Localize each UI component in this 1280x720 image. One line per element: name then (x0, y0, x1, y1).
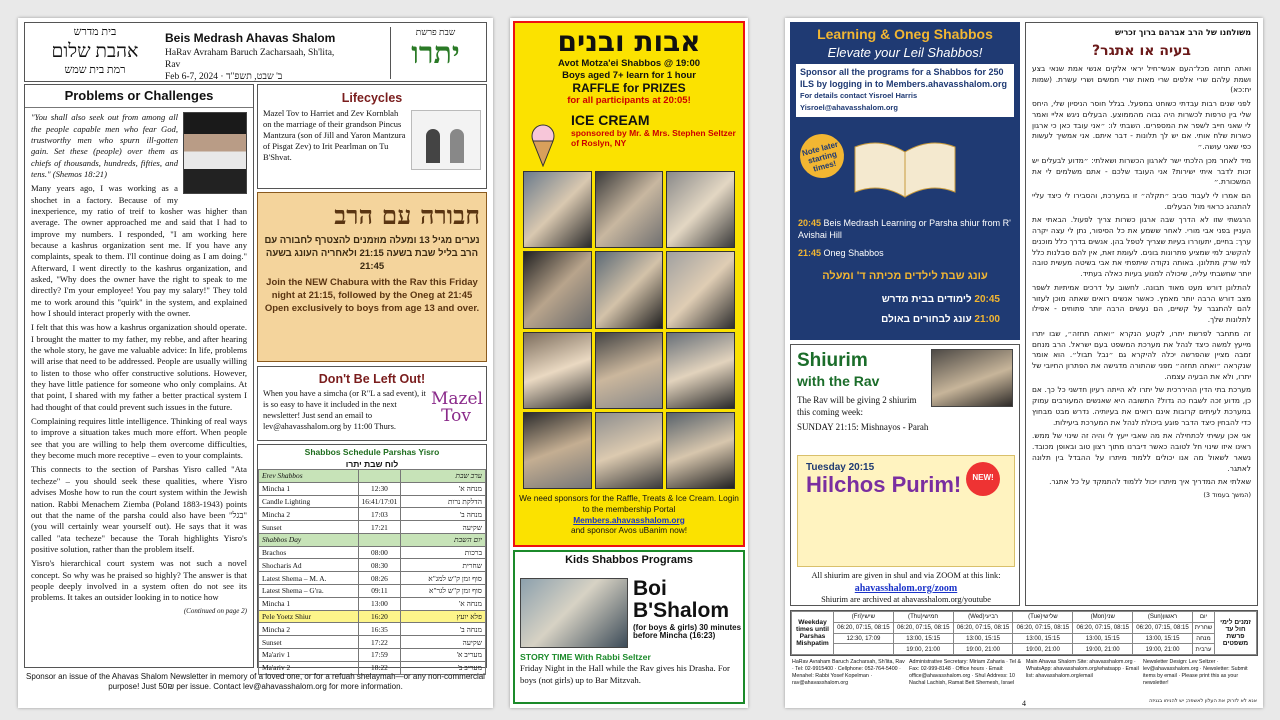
chabura-english-text: Join the NEW Chabura with the Rav this Friday night at 21:15, followed by the Oneg at 21:45 Open exclusively to boys from age 13 and over. (264, 277, 480, 315)
ice-cream-icon (525, 123, 561, 167)
zmanim-cell: 19:00, 21:00 (893, 644, 953, 655)
hebrew-paragraph: זה מתחבר לפרשת יתרו, לקטע הנקרא ״ואתה תחזה״, שבו יתרו מייעץ למשה כיצד לנהל את מערכת המשפט בעם ישראל. הרב מנחם זמבה מציין שהפרשה יכלה להיקרא גם ״נבל תבול״. הוא אומר שנקראה ״ואתה תחזה״ מפני שהתורה מדגישה את הפתרון החיובי של יתרו, ולא את הבעיה עצמה. (1032, 328, 1251, 381)
tuesday-time: Tuesday 20:15 (806, 462, 875, 473)
zmanim-cell: 19:00, 21:00 (1013, 644, 1073, 655)
article-paragraph: Yisro's hierarchical court system was not such a novel concept. So why was he praised so highly? The answer is that people deeply involved in a system often do not see its problems. It takes an outsider looking in to notice how (31, 558, 247, 603)
bshalom-text: B'Shalom (633, 599, 730, 623)
chabura-title: חבורה עם הרב (334, 201, 480, 230)
schedule-row (259, 610, 486, 623)
schedule-time: 18:22 (358, 661, 401, 674)
schedule-event-hebrew: מעריב ב' (401, 661, 486, 674)
schedule-time: 12:30 (358, 482, 401, 495)
hebrew-paragraph: מיד לאחר מכן הלכתי ישר לארגון הכשרות ושאלתי: ״מדוע לבעלים יש זכות לדבר איתי ישירות? אני העובד שלכם - אתם משלמים לי את המשכורת.״ (1032, 155, 1251, 187)
schedule-event-hebrew: פלא יועץ (401, 610, 486, 623)
schedule-time: 17:22 (358, 636, 401, 649)
learning-time-1 (798, 218, 1020, 241)
hebrew-paragraph: הרגשתי שזו לא הדרך שבה ארגון כשרות צריך לפעול. הבאתי את העניין בפני אבי מורי. לאחר ששמע את כל הסיפור, נתן לי עצה יקרה ערך: בחיים, יתעוררו בעיות שצריך לטפל בהן. אנשים בדרך כלל מוכנים להקשיב למי שמציע פתרונות בונים. לעומת זאת, אין להם סבלנות כלל למי שרק מתלונן. באותה נקודה שיתפתי את אבי בשיטה מעשית טובה יותר שחשבתי עליה, שיכולה למנוע בעיות כאלה בעתיד. (1032, 215, 1251, 279)
time-2: 21:45 (798, 248, 822, 258)
parsha-name: יתרו (411, 37, 460, 70)
schedule-event-hebrew: שחרית (401, 559, 486, 572)
event-photo (595, 251, 664, 328)
raffle-heading: RAFFLE for PRIZES (572, 80, 686, 95)
learning-sponsor-box (796, 64, 1014, 117)
schedule-event: Mincha 2 (259, 508, 359, 521)
zmanim-day: (Tue)שלישי (1013, 612, 1073, 623)
contact-footer (790, 659, 1258, 695)
event-photo (523, 332, 592, 409)
shiurim-box (790, 344, 1020, 606)
zmanim-day: (Wed)רביעי (953, 612, 1013, 623)
hebrew-paragraph: הם אמרו לי לעבוד סביב ״תקלה״ זו במערכת, והסבירו לי כיצד עליי להתנהג כראוי מול הבעלים. (1032, 190, 1251, 211)
schedule-time: 16:35 (358, 623, 401, 636)
photo-grid (523, 171, 735, 489)
sponsor-text: We need sponsors for the Raffle, Treats & Ice Cream. Login to the membership Portal (519, 493, 739, 514)
open-book-icon (850, 132, 960, 202)
geniza-notice: אנא לא לזרוק את העלון לאשפה; יש להניחו בגניזה (1149, 698, 1257, 704)
hebrew-paragraph: מערכת בתי הדין ההיררכית של יתרו לא הייתה רעיון חדשני כל כך. אם כן, מדוע זכה לשבח כה גדול? התשובה היא שאנשים המעורבים עמוק במערכת לעיתים קרובות אינם רואים את בעיותיה. נדרש מבט מבחוץ כדי להבחין כיצד הדבר פוגע ביכולת לנהל את המערכת ביעילות. (1032, 385, 1251, 427)
schedule-time: 09:11 (358, 585, 401, 598)
schedule-event: Brachos (259, 546, 359, 559)
zmanim-cell (834, 644, 894, 655)
hebrew-paragraph: אני אכן עשיתי לכתחילה את מה שאבי ייעץ לי והיה זה שינוי של ממש. ראינו איזו שינוי חל לטובה כאשר דיברנו מתוך רצון טוב ובאופן מכובד. נשאר לשאול מה אנו יכולים ללמוד מיתרו על ההבדל בין תלונה לאתגר. (1032, 431, 1251, 473)
zmanim-cell: 13:00, 15:15 (893, 633, 953, 644)
schedule-event-hebrew: שקיעה (401, 636, 486, 649)
zmanim-cell: 13:00, 15:15 (1013, 633, 1073, 644)
hebrew-time-1-value: 20:45 (974, 294, 1000, 305)
shiurim-text: The Rav will be giving 2 shiurim this coming week: (797, 394, 917, 417)
time-2-text: Oneg Shabbos (823, 248, 884, 258)
hilchos-purim-title: Hilchos Purim! (806, 472, 962, 497)
event-photo (523, 412, 592, 489)
schedule-event: Latest Shema – M. A. (259, 572, 359, 585)
zmanim-row (792, 644, 1257, 655)
masthead-logo (35, 26, 155, 77)
sunday-shiur: SUNDAY 21:15: Mishnayos - Parah (797, 422, 929, 433)
schedule-time: 17:03 (358, 508, 401, 521)
right-column (257, 84, 487, 673)
zmanim-cell: 13:00, 15:15 (1133, 633, 1193, 644)
hebrew-paragraph: להתלונן דורש מעט מאוד תבונה. לחשוב על דרכים אמיתיות לשפר מצב דורש הרבה יותר מאמץ. כאשר אנשים רואים שאתה מוכן לעזור להם להתגבר על קשיים, הם נעשים הרבה יותר פתוחים - אפילו לתלונות שלך. (1032, 282, 1251, 325)
zmanim-cell: 06:20, 07:15, 08:15 (834, 622, 894, 633)
schedule-row (259, 495, 486, 508)
schedule-row (259, 597, 486, 610)
schedule-row (259, 623, 486, 636)
rav-portrait-image (183, 112, 247, 194)
avos-ubanim-flyer (513, 21, 745, 547)
schedule-event: Candle Lighting (259, 495, 359, 508)
schedule-event-hebrew: מעריב א' (401, 648, 486, 661)
later-times-badge: Note later starting times! (795, 129, 849, 183)
ice-cream-sponsor: sponsored by Mr. & Mrs. Stephen Seltzer of Roslyn, NY (571, 127, 736, 148)
page-number: 4 (1022, 699, 1026, 708)
schedule-time: 16:41/17:01 (358, 495, 401, 508)
dont-be-left-out-title: Don't Be Left Out! (318, 372, 426, 386)
avos-title: אבות ובנים (557, 25, 701, 58)
schedule-event-hebrew: הדלקת נרות (401, 495, 486, 508)
zmanim-table (791, 611, 1257, 655)
event-photo (595, 412, 664, 489)
avos-time-line: Avot Motza'ei Shabbos @ 19:00 (557, 57, 701, 69)
schedule-event-hebrew: ברכות (401, 546, 486, 559)
event-photo (595, 332, 664, 409)
schedule-title: Shabbos Schedule Parshas Yisro (304, 447, 440, 457)
schedule-event: Pele Yoetz Shiur (259, 610, 359, 623)
schedule-event: Ma'ariv 2 (259, 661, 359, 674)
kids-programs-title: Kids Shabbos Programs (565, 554, 693, 566)
zmanim-header-row (792, 612, 1257, 623)
schedule-event: Sunset (259, 636, 359, 649)
logo-city-text: רמת בית שמש (64, 63, 126, 76)
zmanim-cell: 06:20, 07:15, 08:15 (893, 622, 953, 633)
schedule-section-header: Erev Shabbos ערב שבת (259, 470, 486, 483)
avos-age-line: Boys aged 7+ learn for 1 hour (562, 69, 696, 81)
zmanim-day: (Sun)ראשון (1133, 612, 1193, 623)
schedule-time: 17:59 (358, 648, 401, 661)
hebrew-time-2 (881, 314, 1000, 325)
couple-illustration (411, 110, 481, 170)
schedule-time: 16:20 (358, 610, 401, 623)
zmanim-cell: שחרית (1192, 622, 1214, 633)
newsletter-page-2 (510, 18, 748, 708)
parsha-label: שבת פרשת (415, 27, 456, 37)
schedule-time: 08:00 (358, 546, 401, 559)
zmanim-cell: 06:20, 07:15, 08:15 (953, 622, 1013, 633)
hebrew-paragraph: לפני שנים רבות עבדתי כשוחט במפעל. בגלל חוסר הניסיון שלי, היחס שלי בין טרפות לכשרות היה גבוה מהממוצע. הבעלים ניגש אליי ואמר לי שאני חייב לשפר את המספרים. השבתי לו: ״אני עובד כאן כי ארגון כשרות שלח אותי. אם יש לך תלונות - דבר איתם. אני אמשיך לעשות כפי שאני עושה.״ (1032, 99, 1251, 152)
article-paragraph: I felt that this was how a kashrus organization should operate. I brought the matter to my father, my rebbe, and after hearing the whole story, he gave me valuable advice: In life, problems will arise that need to be addressed. People are usually willing to listen to those who offer constructive solutions. However, they have little patience for someone who only complains. At that point, I shared with my father a better practical system I had thought of that could prevent such issues in the future. (31, 322, 247, 412)
zmanim-cell: ערבית (1192, 644, 1214, 655)
dont-be-left-out-text: When you have a simcha (or R"L a sad event), it is so easy to have it included in the next newsletter! Just send an email to lev@ahavasshalom.org by 11:00 Thurs. (263, 389, 426, 432)
schedule-event: Latest Shema – G'ra. (259, 585, 359, 598)
zmanim-label: Weekday times until Parshas Mishpatim (792, 612, 834, 655)
zmanim-row (792, 633, 1257, 644)
hebrew-article-title: בעיה או אתגר? (1092, 42, 1191, 59)
chabura-hebrew-text: נערים מגיל 13 ומעלה מוזמנים להצטרף לחבורה עם הרב בליל שבת בשעה 21:15 ולאחריה העונג בשעה 21:45 (264, 235, 480, 272)
newsletter-page-1 (18, 18, 493, 708)
event-photo (595, 171, 664, 248)
zmanim-day: יום (1192, 612, 1214, 623)
schedule-event-hebrew: מנחה א' (401, 597, 486, 610)
boi-bshalom-heading (633, 578, 743, 641)
schedule-section-header: Shabbos Day יום השבת (259, 533, 486, 546)
article-paragraph: Many years ago, I was working as a shochet in a factory. Because of my inexperience, my ratio of treif to kosher was higher than average. The owner approached me and said that I had to improve my numbers. I responded, "I am working here because a kashrus organization sent me. If you have any complaints, speak to them. I'll continue doing as I am doing." Afterward, I went directly to the kashrus organization, and asked, "Why does the owner have the right to speak to me directly? I'm your employee! You pay my salary!" They told me to work around this "quirk" in the system, and explained how I should interact properly with the owner. (31, 183, 247, 318)
schedule-event: Mincha 2 (259, 623, 359, 636)
schedule-event: Mincha 1 (259, 482, 359, 495)
zmanim-cell: 13:00, 15:15 (1073, 633, 1133, 644)
schedule-row (259, 572, 486, 585)
zmanim-day: (Mon)שני (1073, 612, 1133, 623)
learning-contact: For details contact Yisroel Harris Yisroel@ahavasshalom.org (800, 91, 918, 113)
zmanim-cell: 06:20, 07:15, 08:15 (1013, 622, 1073, 633)
zmanim-cell: 19:00, 21:00 (1073, 644, 1133, 655)
oneg-hebrew-heading: עונג שבת לילדים מכיתה ד' ומעלה (822, 270, 988, 282)
problems-article (24, 84, 254, 668)
zmanim-cell: 19:00, 21:00 (953, 644, 1013, 655)
boi-bshalom-subtitle: (for boys & girls) 30 minutes before Mincha (16:23) (633, 623, 742, 641)
newsletter-page-3 (785, 18, 1263, 708)
event-photo (523, 251, 592, 328)
schedule-table (258, 469, 486, 675)
zmanim-cell: 12:30, 17:09 (834, 633, 894, 644)
sponsor-footer: Sponsor an issue of the Ahavas Shalom Newsletter in memory of a loved one, or for a refuah shelaymah—or any non-commercial purpose! Just 50₪ per issue. Contact lev@ahavasshalom.org for more information. (26, 672, 485, 692)
event-photo (666, 171, 735, 248)
lifecycles-title: Lifecycles (341, 91, 403, 105)
shul-name: Beis Medrash Ahavas Shalom (165, 31, 336, 45)
event-photo (523, 171, 592, 248)
zmanim-cell: מנחה (1192, 633, 1214, 644)
schedule-time: 08:30 (358, 559, 401, 572)
boi-text: Boi (633, 577, 667, 600)
issue-date: Feb 6-7, 2024 · ב' שבט, תשפ"ד (165, 72, 283, 83)
schedule-event-hebrew: סוף זמן ק"ש למג"א (401, 572, 486, 585)
schedule-event-hebrew: שקיעה (401, 521, 486, 534)
hebrew-time-2-value: 21:00 (974, 314, 1000, 325)
archive-text: Shiurim are archived at ahavasshalom.org/youtube (821, 594, 991, 604)
story-time-label: STORY TIME (520, 652, 573, 662)
story-time-text: Friday Night in the Hall while the Rav gives his Drasha. For boys (not girls) up to Bar Mitzvah. (520, 663, 730, 685)
contact-column: Newsletter Design: Lev Seltzer · lev@ahavasshalom.org · Newsletter: Submit items by email · Please print this as your newsletter! (1143, 659, 1248, 686)
event-photo (666, 412, 735, 489)
hebrew-article (1025, 22, 1258, 606)
schedule-row (259, 559, 486, 572)
learning-subtitle: Elevate your Leil Shabbos! (827, 45, 983, 60)
zmanim-row (792, 622, 1257, 633)
schedule-row (259, 648, 486, 661)
new-badge: NEW! (966, 462, 1000, 496)
kids-programs-box (513, 550, 745, 704)
hilchos-purim-banner (797, 455, 1015, 567)
ice-cream-heading: ICE CREAM (571, 111, 650, 128)
schedule-event: Shocharis Ad (259, 559, 359, 572)
schedule-time: 08:26 (358, 572, 401, 585)
story-time (520, 652, 742, 686)
masthead (24, 22, 487, 82)
parsha-box (390, 27, 480, 79)
schedule-event-hebrew: סוף זמן ק"ש לגר"א (401, 585, 486, 598)
logo-name-text: אהבת שלום (51, 40, 139, 62)
hebrew-paragraph: שאלתי את המדריך איך מיתרו יכול ללמוד להתמקד על כל אתגר. (1049, 477, 1251, 487)
learning-title: Learning & Oneg Shabbos (817, 26, 993, 42)
event-photo (666, 251, 735, 328)
schedule-event: Sunset (259, 521, 359, 534)
schedule-event-hebrew: מנחה ב' (401, 508, 486, 521)
zmanim-cell: 13:00, 15:15 (953, 633, 1013, 644)
article-quote: "You shall also seek out from among all the people capable men who fear God, trustworthy men who spurn ill-gotten gain. Set these (people) over them as chiefs of thousands, hundreds, fifties, and tens." (Shemos 18:21) (31, 112, 178, 179)
masthead-info (165, 31, 345, 84)
article-paragraph: Complaining requires little intelligence. Thinking of real ways to improve a situation takes much more effort. When people see that you are willing to help them overcome difficulties, they become much more receptive – even to your complaints. (31, 416, 247, 461)
shiurim-footer-text: All shiurim are given in shul and via ZOOM at this link: (811, 571, 1001, 580)
shiurim-title-1: Shiurim (797, 350, 868, 371)
rav-teaching-photo (931, 349, 1013, 407)
time-1-text: Beis Medrash Learning or Parsha shiur from R' Avishai Hill (798, 218, 1011, 240)
members-portal-link[interactable]: Members.ahavasshalom.org (573, 514, 685, 525)
contact-column: Main Ahavas Shalom Site: ahavasshalom.org · WhatsApp: ahavasshalom.org/whatsapp · Email list: ahavasshalom.org/email (1026, 659, 1139, 679)
schedule-event-hebrew: מנחה א' (401, 482, 486, 495)
shiurim-footer (795, 571, 1017, 606)
shabbos-schedule (257, 444, 487, 673)
rav-name: HaRav Avraham Baruch Zacharsaah, Sh'lita, Rav (165, 47, 335, 70)
continued-note: (Continued on page 2) (183, 606, 247, 615)
article-paragraph: This connects to the section of Parshas Yisro called "Ata techeze" – you should seek these qualities, where Yisro advises Moshe how to run the court system within the Jewish nation. Rabbi Menachem Ziemba (Poland 1883-1943) points out that the name of the parsha could also have been "בגל" (you will certainly wear yourself out). He says that it was called "ata techeze" because the Torah highlights Yisro's positive solution, rather than the problem itself. (31, 464, 247, 554)
logo-top-text: בית מדרש (73, 26, 117, 38)
learning-time-2 (798, 248, 884, 260)
hebrew-time-2-text: עונג לבחורים באולם (881, 314, 972, 325)
mazel-tov-graphic: Mazel Tov (431, 389, 483, 427)
schedule-row (259, 508, 486, 521)
schedule-row (259, 585, 486, 598)
zmanim-cell: 19:00, 21:00 (1133, 644, 1193, 655)
contact-column: HaRav Avraham Baruch Zacharsah, Sh'lita, Rav · Tel: 02-9915400 · Cellphone: 052-764-5400 · Menahel: Rabbi Yosef Kopelman · rav@ahavasshalom.org (792, 659, 905, 686)
schedule-event: Mincha 1 (259, 597, 359, 610)
article-title: Problems or Challenges (25, 87, 253, 108)
zmanim-hebrew-label: זמנים לימי חול עד פרשת משפטים (1215, 612, 1257, 655)
event-photo (666, 332, 735, 409)
learning-sponsor-text: Sponsor all the programs for a Shabbos for 250 ILS by logging in to Members.ahavasshalom.org (800, 67, 1008, 89)
contact-column: Administrative Secretary: Miriam Zaharia · Tel & Fax: 02-999-8148 · Office hours · Email: office@ahavasshalom.org · Shul Address: 10 Nachal Lachish, Ramat Beit Shemesh, Israel (909, 659, 1022, 686)
story-time-with: With Rabbi Seltzer (574, 652, 651, 662)
hebrew-time-1 (882, 294, 1000, 305)
zmanim-cell: 06:20, 07:15, 08:15 (1133, 622, 1193, 633)
schedule-row (259, 521, 486, 534)
shiurim-title-2: with the Rav (797, 372, 880, 389)
avos-sponsor-note (519, 493, 739, 536)
dont-be-left-out-box (257, 366, 487, 441)
hebrew-article-header: משולחנו של הרב אברהם ברוך זכריש (1115, 28, 1251, 37)
zmanim-cell: 06:20, 07:15, 08:15 (1073, 622, 1133, 633)
schedule-event: Ma'ariv 1 (259, 648, 359, 661)
weekday-zmanim (790, 610, 1258, 656)
schedule-row (259, 482, 486, 495)
time-1: 20:45 (798, 218, 822, 228)
hebrew-continued-note: (המשך בעמוד 3) (1203, 491, 1251, 500)
zoom-link[interactable]: ahavasshalom.org/zoom (854, 582, 958, 594)
schedule-event-hebrew: מנחה ב' (401, 623, 486, 636)
schedule-hebrew-title: לוח שבת יתרו (345, 459, 399, 469)
zmanim-day: (Thu)חמישי (893, 612, 953, 623)
lifecycles-box (257, 84, 487, 189)
kids-photo (520, 578, 628, 648)
hebrew-paragraph: ואתה תחזה מכל־העם אנשי־חיל יראי אלקים אנשי אמת שנאי בצע ושמת עלהם שרי אלפים שרי מאות שרי חמשים ושרי עשרת. (שמות יח:כא) (1032, 63, 1251, 95)
schedule-row (259, 636, 486, 649)
lifecycles-text: Mazel Tov to Harriet and Zev Kornblah on the marriage of their grandson Pincus Mantzura (son of Jill and Yaron Mantzura of Pisgat Zev) to Irit Pearlman on Tu B'Shvat. (263, 108, 406, 163)
chabura-flyer (257, 192, 487, 362)
raffle-subheading: for all participants at 20:05! (567, 94, 691, 106)
schedule-time: 17:21 (358, 521, 401, 534)
schedule-row (259, 546, 486, 559)
sponsor-text-2: and sponsor Avos uBanim now! (570, 525, 688, 536)
hebrew-time-1-text: לימודים בבית מדרש (881, 294, 972, 305)
learning-oneg-flyer (790, 22, 1020, 340)
zmanim-day: (Fri)שישי (834, 612, 894, 623)
schedule-time: 13:00 (358, 597, 401, 610)
